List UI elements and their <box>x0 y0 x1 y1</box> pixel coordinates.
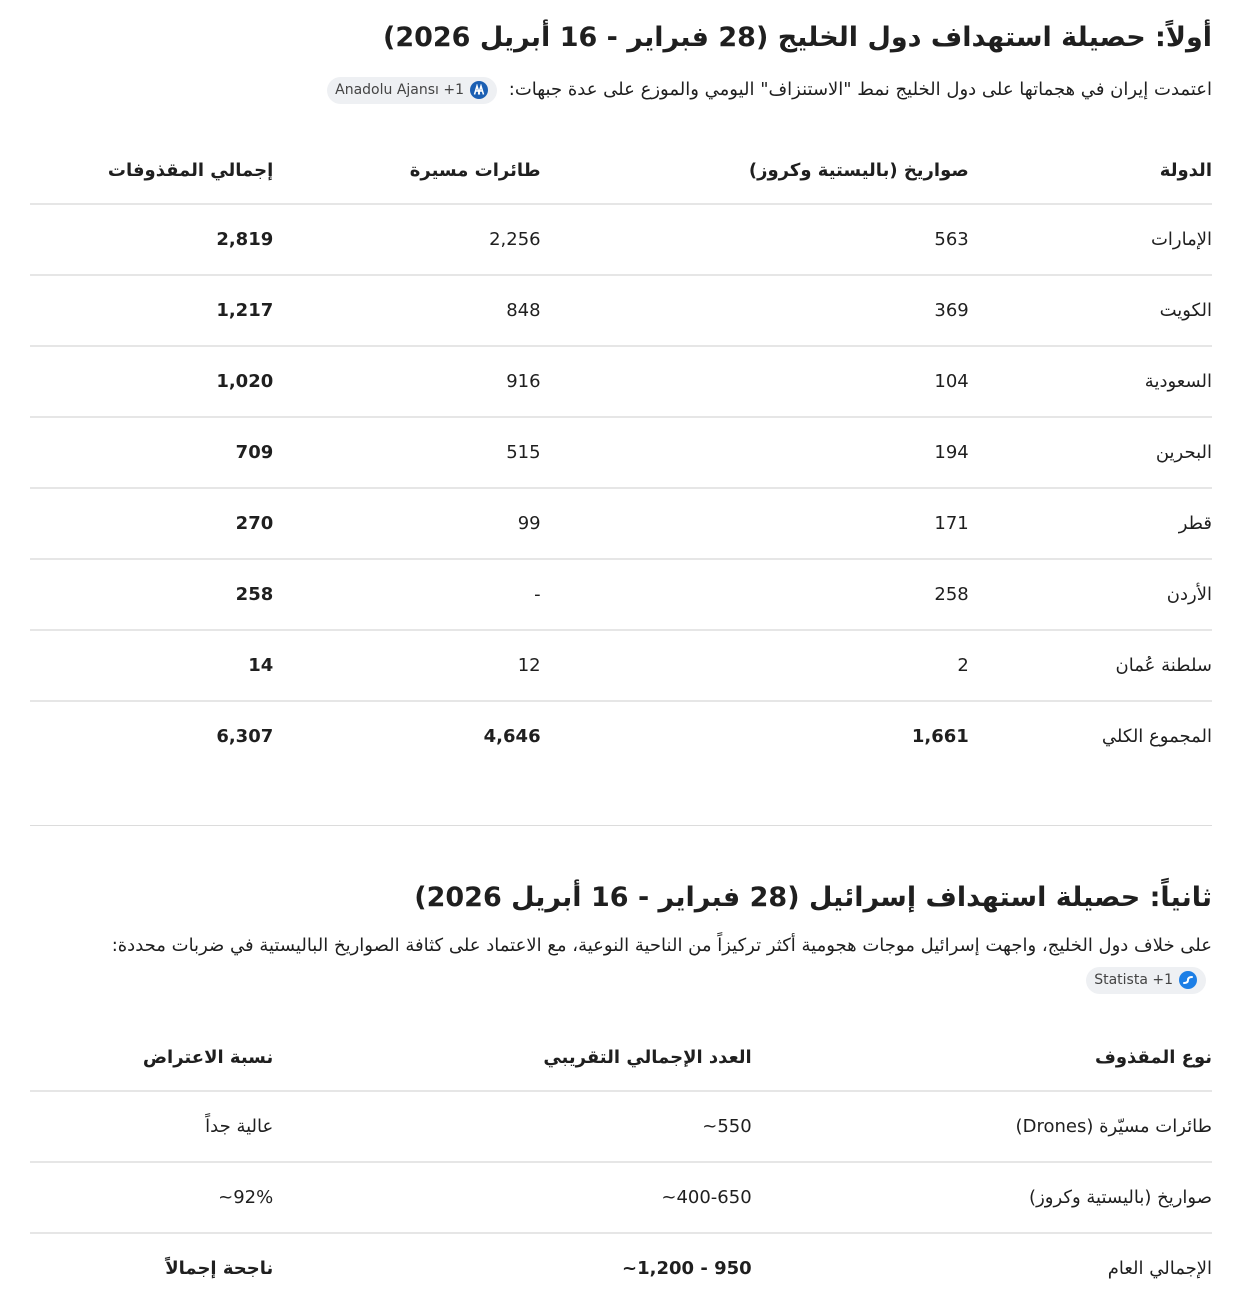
country-cell: السعودية <box>969 346 1212 417</box>
anadolu-ajansi-icon <box>470 81 488 99</box>
drones-cell: 848 <box>273 275 540 346</box>
header-country: الدولة <box>1159 159 1212 181</box>
projectile-type-cell: طائرات مسيّرة (Drones) <box>752 1091 1212 1162</box>
approx-total-cell: 950 - 1,200~ <box>273 1233 751 1303</box>
source-chip-statista[interactable] <box>1086 967 1206 994</box>
table-row <box>30 204 1212 275</box>
interception-rate-cell: عالية جداً <box>30 1091 273 1162</box>
interception-rate-cell: 92%~ <box>30 1162 273 1233</box>
header-projectile-type: نوع المقذوف <box>1094 1046 1212 1068</box>
missiles-cell: 2 <box>541 630 969 701</box>
country-cell: المجموع الكلي <box>969 701 1212 771</box>
header-approx-total: العدد الإجمالي التقريبي <box>543 1046 752 1068</box>
table-header-row <box>30 137 1212 204</box>
country-cell: قطر <box>969 488 1212 559</box>
approx-total-cell: 550~ <box>273 1091 751 1162</box>
missiles-cell: 1,661 <box>541 701 969 771</box>
total-cell: 6,307 <box>30 701 273 771</box>
country-cell: سلطنة عُمان <box>969 630 1212 701</box>
table-row <box>30 1162 1212 1233</box>
table-row <box>30 559 1212 630</box>
missiles-cell: 104 <box>541 346 969 417</box>
gulf-section-title: أولاً: حصيلة استهداف دول الخليج (28 فبراير - 16 أبريل 2026) <box>382 22 1212 53</box>
missiles-cell: 369 <box>541 275 969 346</box>
header-drones: طائرات مسيرة <box>409 159 541 181</box>
table-row <box>30 1091 1212 1162</box>
approx-total-cell: 400-650~ <box>273 1162 751 1233</box>
gulf-attacks-table <box>30 137 1212 771</box>
missiles-cell: 194 <box>541 417 969 488</box>
table-total-row <box>30 1233 1212 1303</box>
israel-section <box>30 826 1212 1303</box>
source-chip-anadolu[interactable] <box>327 77 497 104</box>
header-missiles: صواريخ (باليستية وكروز) <box>748 159 969 181</box>
projectile-type-cell: الإجمالي العام <box>752 1233 1212 1303</box>
gulf-intro-text: اعتمدت إيران في هجماتها على دول الخليج نمط "الاستنزاف" اليومي والموزع على عدة جبهات: <box>508 79 1212 100</box>
missiles-cell: 171 <box>541 488 969 559</box>
table-row <box>30 346 1212 417</box>
drones-cell: 2,256 <box>273 204 540 275</box>
total-cell: 270 <box>30 488 273 559</box>
israel-section-title: ثانياً: حصيلة استهداف إسرائيل (28 فبراير - 16 أبريل 2026) <box>414 882 1212 913</box>
projectile-type-cell: صواريخ (باليستية وكروز) <box>752 1162 1212 1233</box>
table-row <box>30 630 1212 701</box>
source-chip-label: Statista +1 <box>1094 972 1173 988</box>
country-cell: الأردن <box>969 559 1212 630</box>
country-cell: البحرين <box>969 417 1212 488</box>
interception-rate-cell: ناجحة إجمالاً <box>30 1233 273 1303</box>
table-total-row <box>30 701 1212 771</box>
table-row <box>30 417 1212 488</box>
missiles-cell: 563 <box>541 204 969 275</box>
total-cell: 1,217 <box>30 275 273 346</box>
header-interception-rate: نسبة الاعتراض <box>142 1046 274 1068</box>
drones-cell: 515 <box>273 417 540 488</box>
table-row <box>30 275 1212 346</box>
country-cell: الكويت <box>969 275 1212 346</box>
country-cell: الإمارات <box>969 204 1212 275</box>
drones-cell: 4,646 <box>273 701 540 771</box>
israel-intro-text: على خلاف دول الخليج، واجهت إسرائيل موجات هجومية أكثر تركيزاً من الناحية النوعية، مع الاعتماد على كثافة الصواريخ الباليستية في ضربات محددة: <box>111 935 1212 956</box>
total-cell: 1,020 <box>30 346 273 417</box>
total-cell: 709 <box>30 417 273 488</box>
israel-section-intro <box>30 929 1212 997</box>
statista-icon <box>1179 971 1197 989</box>
total-cell: 14 <box>30 630 273 701</box>
israel-attacks-table <box>30 1024 1212 1303</box>
drones-cell: - <box>273 559 540 630</box>
gulf-section <box>30 0 1212 771</box>
drones-cell: 99 <box>273 488 540 559</box>
total-cell: 2,819 <box>30 204 273 275</box>
drones-cell: 12 <box>273 630 540 701</box>
table-row <box>30 488 1212 559</box>
table-header-row <box>30 1024 1212 1091</box>
missiles-cell: 258 <box>541 559 969 630</box>
header-total-projectiles: إجمالي المقذوفات <box>107 159 274 181</box>
total-cell: 258 <box>30 559 273 630</box>
source-chip-label: Anadolu Ajansı +1 <box>335 82 465 98</box>
drones-cell: 916 <box>273 346 540 417</box>
gulf-section-intro <box>30 73 1212 107</box>
